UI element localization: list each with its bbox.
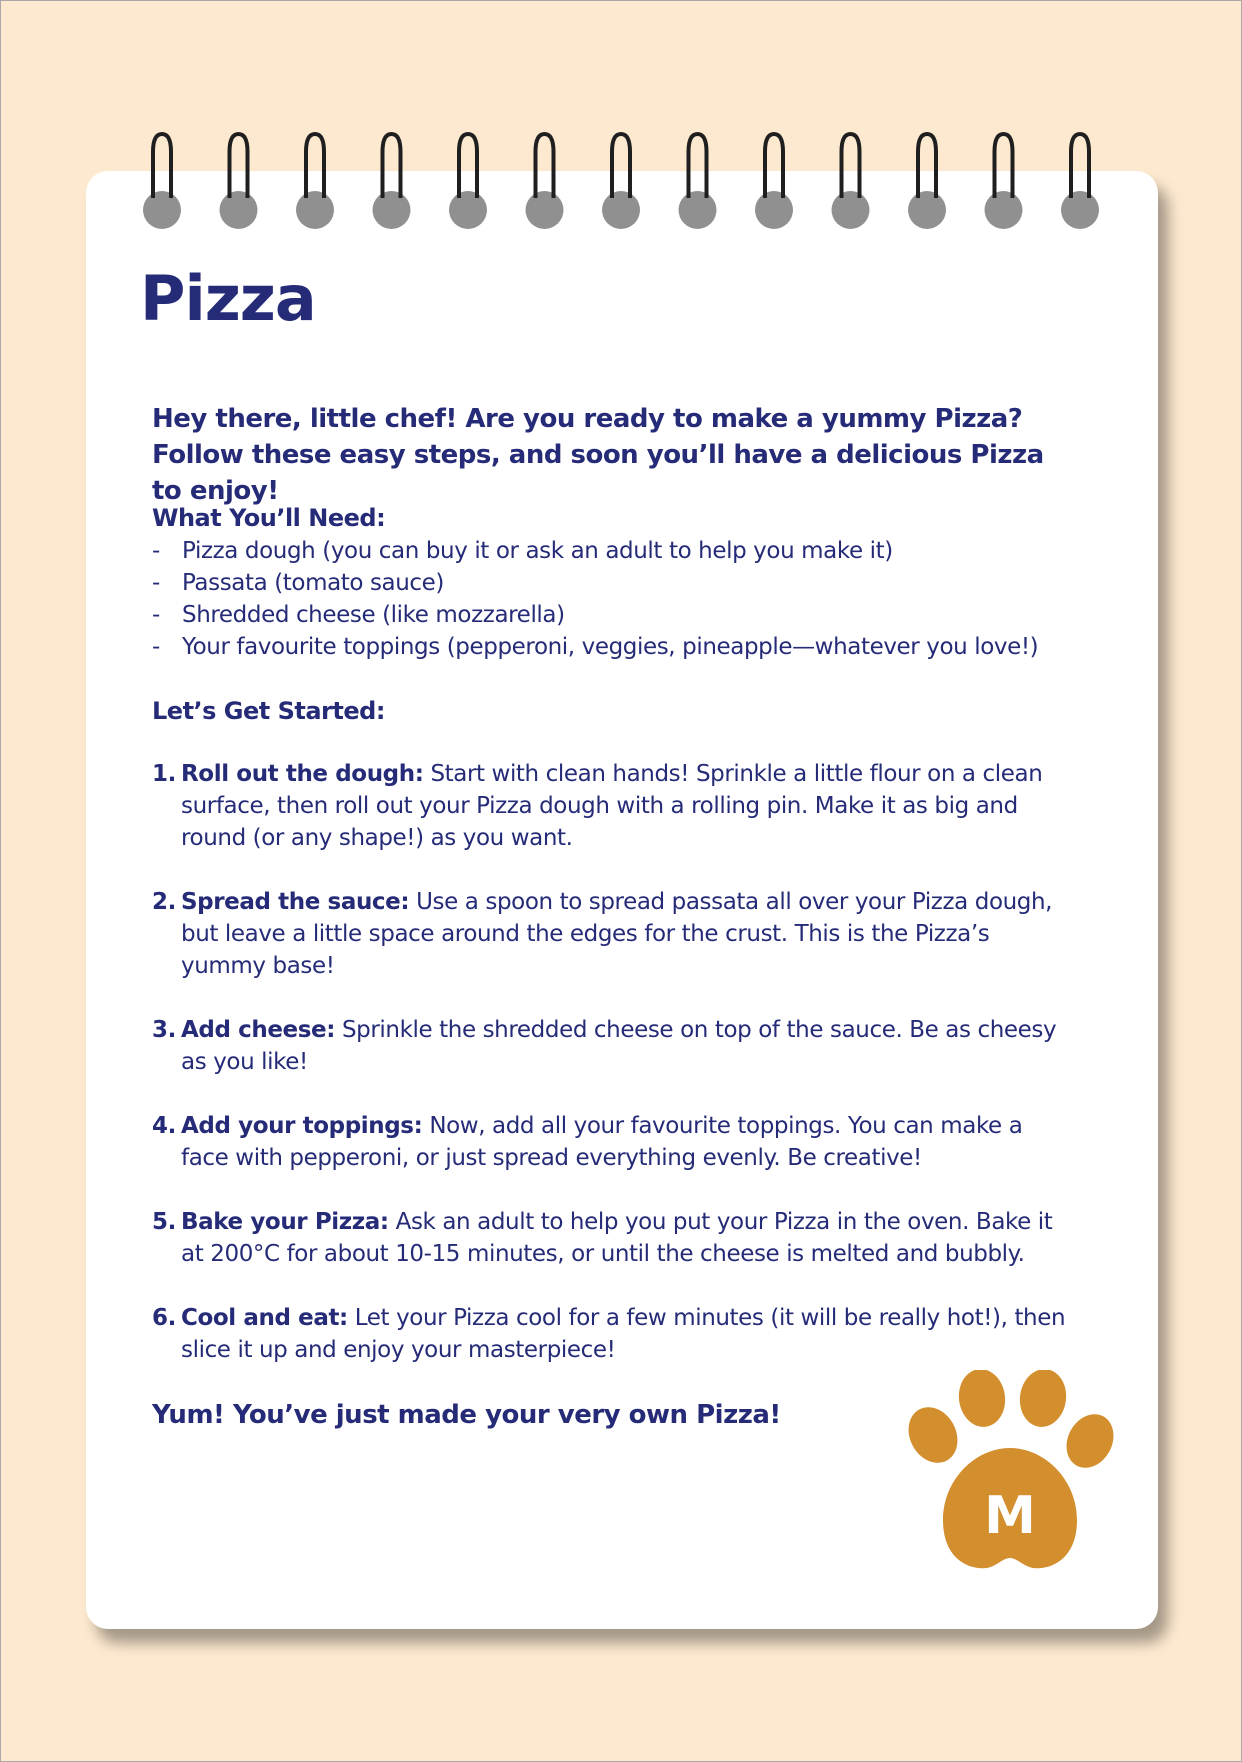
step-number: 1.	[152, 761, 176, 787]
step-text: Start with clean hands! Sprinkle a little flour on a clean surface, then roll out your Pizza dough with a rolling pin. Make it as big and round (or any shape!) as you want.	[181, 761, 1043, 851]
step-text: Sprinkle the shredded cheese on top of the sauce. Be as cheesy as you like!	[181, 1017, 1057, 1075]
step-item	[152, 1014, 1072, 1078]
ingredient-text: Passata (tomato sauce)	[182, 570, 445, 596]
step-number: 3.	[152, 1017, 176, 1043]
bullet-dash: -	[152, 634, 160, 660]
ingredient-item	[152, 631, 1038, 663]
step-item	[152, 758, 1072, 854]
step-text: Use a spoon to spread passata all over your Pizza dough, but leave a little space around the edges for the crust. This is the Pizza’s yummy base!	[181, 889, 1053, 979]
ingredients-list	[152, 535, 1038, 663]
ingredient-item	[152, 599, 1038, 631]
ingredient-item	[152, 535, 1038, 567]
paw-toe	[955, 1370, 1009, 1430]
page-title: Pizza	[140, 262, 316, 335]
step-title: Add your toppings:	[181, 1113, 423, 1139]
ingredient-text: Your favourite toppings (pepperoni, veggies, pineapple—whatever you love!)	[182, 634, 1039, 660]
paw-toe	[1016, 1370, 1070, 1430]
step-number: 4.	[152, 1113, 176, 1139]
intro-text: Hey there, little chef! Are you ready to make a yummy Pizza? Follow these easy steps, and soon you’ll have a delicious Pizza to enjoy!	[152, 404, 1044, 506]
step-number: 2.	[152, 889, 176, 915]
step-title: Bake your Pizza:	[181, 1209, 389, 1235]
step-item	[152, 1110, 1072, 1174]
step-text: Let your Pizza cool for a few minutes (it will be really hot!), then slice it up and enjoy your masterpiece!	[181, 1305, 1066, 1363]
bullet-dash: -	[152, 602, 160, 628]
ingredient-text: Shredded cheese (like mozzarella)	[182, 602, 565, 628]
step-number: 6.	[152, 1305, 176, 1331]
bullet-dash: -	[152, 538, 160, 564]
step-title: Roll out the dough:	[181, 761, 424, 787]
logo-letter: M	[984, 1486, 1036, 1546]
needs-heading: What You’ll Need:	[152, 504, 386, 532]
step-item	[152, 1302, 1072, 1366]
outro-text: Yum! You’ve just made your very own Pizza!	[152, 1400, 781, 1430]
steps-list	[152, 758, 1072, 1398]
step-item	[152, 886, 1072, 982]
step-text: Now, add all your favourite toppings. You can make a face with pepperoni, or just spread everything evenly. Be creative!	[181, 1113, 1023, 1171]
bullet-dash: -	[152, 570, 160, 596]
ingredient-item	[152, 567, 1038, 599]
step-number: 5.	[152, 1209, 176, 1235]
paw-toe	[905, 1399, 967, 1472]
started-heading: Let’s Get Started:	[152, 697, 385, 725]
paw-print-icon	[905, 1370, 1115, 1580]
step-title: Cool and eat:	[181, 1305, 348, 1331]
step-item	[152, 1206, 1072, 1270]
step-title: Spread the sauce:	[181, 889, 410, 915]
paw-toe	[1057, 1406, 1115, 1476]
step-text: Ask an adult to help you put your Pizza in the oven. Bake it at 200°C for about 10-15 minutes, or until the cheese is melted and bubbly.	[181, 1209, 1053, 1267]
step-title: Add cheese:	[181, 1017, 336, 1043]
ingredient-text: Pizza dough (you can buy it or ask an adult to help you make it)	[182, 538, 893, 564]
